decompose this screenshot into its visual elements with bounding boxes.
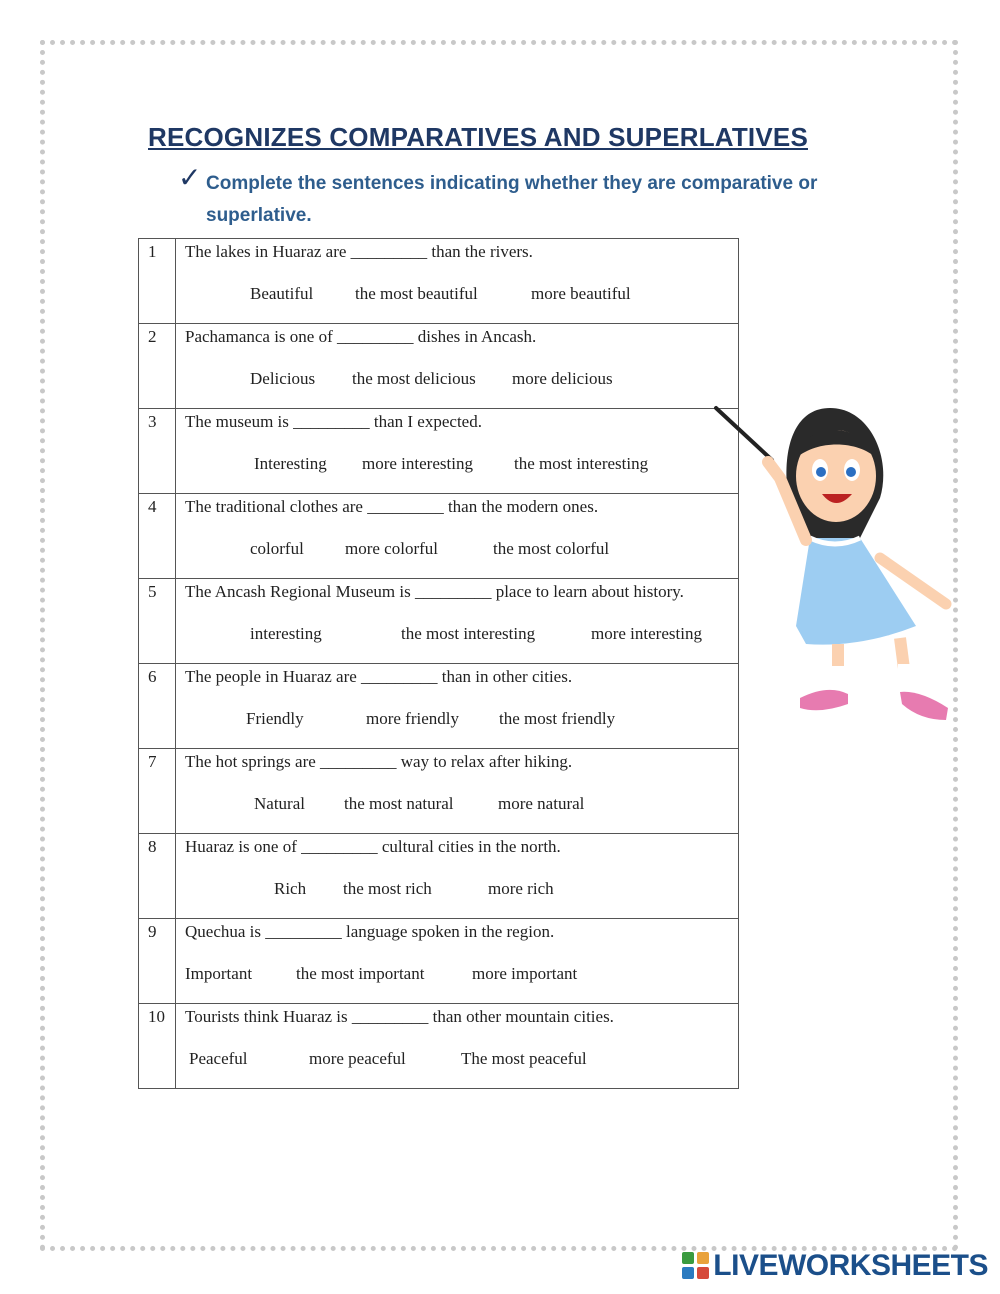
exercise-body <box>176 749 739 834</box>
answer-option[interactable]: Natural <box>254 794 305 813</box>
exercise-sentence: The Ancash Regional Museum is _________ place to learn about history. <box>185 582 684 601</box>
answer-option[interactable]: the most friendly <box>499 709 616 728</box>
exercise-row <box>139 919 739 1004</box>
answer-option[interactable]: more rich <box>488 879 554 898</box>
exercise-row <box>139 579 739 664</box>
exercise-body <box>176 494 739 579</box>
answer-option[interactable]: the most natural <box>344 794 454 813</box>
answer-option[interactable]: Delicious <box>250 369 316 388</box>
exercise-row <box>139 409 739 494</box>
answer-option[interactable]: more delicious <box>512 369 613 388</box>
answer-option[interactable]: the most interesting <box>514 454 649 473</box>
answer-option[interactable]: the most beautiful <box>355 284 478 303</box>
exercise-number: 4 <box>139 494 176 579</box>
instruction-text: Complete the sentences indicating whether they are comparative or superlative. <box>206 173 818 226</box>
exercise-number: 10 <box>139 1004 176 1089</box>
exercise-sentence: The lakes in Huaraz are _________ than the rivers. <box>185 242 533 261</box>
exercise-sentence: Pachamanca is one of _________ dishes in Ancash. <box>185 327 537 346</box>
exercise-sentence: The people in Huaraz are _________ than in other cities. <box>185 667 573 686</box>
answer-option[interactable]: more colorful <box>345 539 438 558</box>
answer-option[interactable]: the most delicious <box>352 369 476 388</box>
exercise-body <box>176 409 739 494</box>
answer-option[interactable]: more interesting <box>362 454 473 473</box>
liveworksheets-logo <box>682 1250 988 1282</box>
answer-option[interactable]: more peaceful <box>309 1049 406 1068</box>
exercise-number: 7 <box>139 749 176 834</box>
exercise-row <box>139 664 739 749</box>
answer-option[interactable]: more beautiful <box>531 284 631 303</box>
answer-option[interactable]: the most colorful <box>493 539 610 558</box>
answer-option[interactable]: Peaceful <box>189 1049 248 1068</box>
answer-option[interactable]: more interesting <box>591 624 702 643</box>
check-icon: ✓ <box>178 161 202 194</box>
answer-option[interactable]: Interesting <box>254 454 327 473</box>
exercise-row <box>139 239 739 324</box>
exercise-body <box>176 579 739 664</box>
answer-option[interactable]: the most rich <box>343 879 432 898</box>
worksheet-title: RECOGNIZES COMPARATIVES AND SUPERLATIVES <box>148 122 808 152</box>
logo-text: LIVEWORKSHEETS <box>713 1249 988 1282</box>
answer-option[interactable]: more important <box>472 964 578 983</box>
exercise-number: 1 <box>139 239 176 324</box>
exercise-row <box>139 324 739 409</box>
exercise-row <box>139 1004 739 1089</box>
exercise-number: 9 <box>139 919 176 1004</box>
exercise-number: 2 <box>139 324 176 409</box>
exercise-body <box>176 834 739 919</box>
exercise-body <box>176 919 739 1004</box>
exercise-sentence: Quechua is _________ language spoken in the region. <box>185 922 555 941</box>
exercise-table <box>138 238 739 1089</box>
exercise-sentence: Tourists think Huaraz is _________ than other mountain cities. <box>185 1007 614 1026</box>
answer-option[interactable]: interesting <box>250 624 322 643</box>
answer-option[interactable]: The most peaceful <box>461 1049 587 1068</box>
answer-option[interactable]: the most interesting <box>401 624 536 643</box>
answer-option[interactable]: Friendly <box>246 709 304 728</box>
exercise-body <box>176 1004 739 1089</box>
answer-option[interactable]: more friendly <box>366 709 459 728</box>
answer-option[interactable]: Beautiful <box>250 284 314 303</box>
exercise-number: 8 <box>139 834 176 919</box>
exercise-body <box>176 324 739 409</box>
exercise-row <box>139 494 739 579</box>
exercise-number: 6 <box>139 664 176 749</box>
exercise-sentence: The museum is _________ than I expected. <box>185 412 482 431</box>
answer-option[interactable]: Important <box>185 964 253 983</box>
answer-option[interactable]: more natural <box>498 794 585 813</box>
answer-option[interactable]: Rich <box>274 879 307 898</box>
exercise-body <box>176 664 739 749</box>
exercise-number: 3 <box>139 409 176 494</box>
exercise-sentence: The traditional clothes are _________ than the modern ones. <box>185 497 599 516</box>
exercise-sentence: Huaraz is one of _________ cultural cities in the north. <box>185 837 561 856</box>
exercise-row <box>139 834 739 919</box>
exercise-body <box>176 239 739 324</box>
exercise-number: 5 <box>139 579 176 664</box>
logo-mark-icon <box>682 1252 710 1280</box>
answer-option[interactable]: colorful <box>250 539 304 558</box>
answer-option[interactable]: the most important <box>296 964 425 983</box>
instruction <box>178 161 838 232</box>
exercise-row <box>139 749 739 834</box>
teacher-girl-illustration <box>710 398 960 733</box>
exercise-sentence: The hot springs are _________ way to relax after hiking. <box>185 752 573 771</box>
